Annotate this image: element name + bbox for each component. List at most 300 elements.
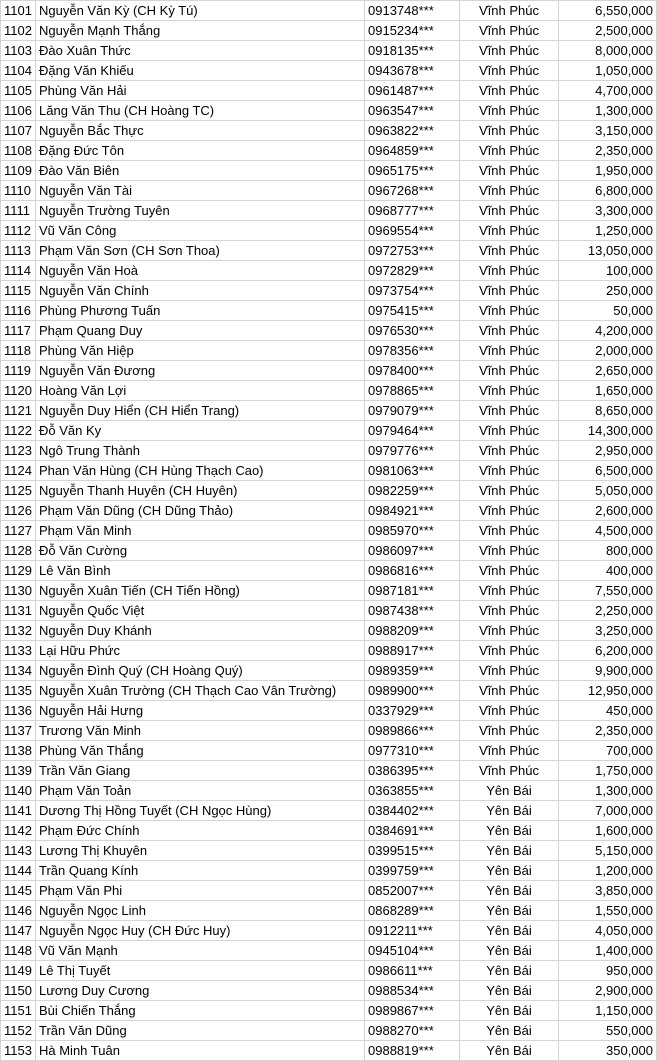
amount-cell[interactable]: 14,300,000 — [559, 421, 657, 441]
table-row — [1, 1041, 657, 1061]
customer-name-cell[interactable]: Trần Văn Giang — [36, 761, 365, 781]
province-cell[interactable]: Vĩnh Phúc — [460, 241, 559, 261]
province-cell[interactable]: Vĩnh Phúc — [460, 221, 559, 241]
customer-name-cell[interactable]: Trần Quang Kính — [36, 861, 365, 881]
customer-name-cell[interactable]: Phạm Đức Chính — [36, 821, 365, 841]
customer-name-cell[interactable]: Phùng Văn Thắng — [36, 741, 365, 761]
province-cell[interactable]: Vĩnh Phúc — [460, 201, 559, 221]
customer-name-cell[interactable]: Phùng Văn Hiệp — [36, 341, 365, 361]
customer-name-cell[interactable]: Nguyễn Ngọc Linh — [36, 901, 365, 921]
customer-name-cell[interactable]: Lương Duy Cương — [36, 981, 365, 1001]
phone-cell[interactable]: 0964859*** — [365, 141, 460, 161]
amount-cell[interactable]: 5,050,000 — [559, 481, 657, 501]
amount-cell[interactable]: 1,400,000 — [559, 941, 657, 961]
amount-cell[interactable]: 700,000 — [559, 741, 657, 761]
table-row — [1, 781, 657, 801]
amount-cell[interactable]: 5,150,000 — [559, 841, 657, 861]
phone-cell[interactable]: 0912211*** — [365, 921, 460, 941]
phone-cell[interactable]: 0989359*** — [365, 661, 460, 681]
amount-cell[interactable]: 800,000 — [559, 541, 657, 561]
customer-name-cell[interactable]: Đào Xuân Thức — [36, 41, 365, 61]
row-number-cell[interactable]: 1112 — [1, 221, 36, 241]
phone-cell[interactable]: 0985970*** — [365, 521, 460, 541]
province-cell[interactable]: Yên Bái — [460, 1001, 559, 1021]
row-number-cell[interactable]: 1127 — [1, 521, 36, 541]
phone-cell[interactable]: 0868289*** — [365, 901, 460, 921]
table-row — [1, 941, 657, 961]
phone-cell[interactable]: 0363855*** — [365, 781, 460, 801]
phone-cell[interactable]: 0986816*** — [365, 561, 460, 581]
phone-cell[interactable]: 0988917*** — [365, 641, 460, 661]
table-row — [1, 661, 657, 681]
province-cell[interactable]: Vĩnh Phúc — [460, 541, 559, 561]
province-cell[interactable]: Yên Bái — [460, 861, 559, 881]
amount-cell[interactable]: 3,850,000 — [559, 881, 657, 901]
amount-cell[interactable]: 6,500,000 — [559, 461, 657, 481]
phone-cell[interactable]: 0984921*** — [365, 501, 460, 521]
customer-name-cell[interactable]: Phạm Văn Minh — [36, 521, 365, 541]
province-cell[interactable]: Vĩnh Phúc — [460, 721, 559, 741]
province-cell[interactable]: Vĩnh Phúc — [460, 61, 559, 81]
province-cell[interactable]: Vĩnh Phúc — [460, 141, 559, 161]
amount-cell[interactable]: 250,000 — [559, 281, 657, 301]
customer-name-cell[interactable]: Lê Thị Tuyết — [36, 961, 365, 981]
customer-name-cell[interactable]: Nguyễn Xuân Tiến (CH Tiến Hồng) — [36, 581, 365, 601]
province-cell[interactable]: Vĩnh Phúc — [460, 281, 559, 301]
table-row — [1, 241, 657, 261]
customer-name-cell[interactable]: Phạm Văn Phi — [36, 881, 365, 901]
province-cell[interactable]: Vĩnh Phúc — [460, 441, 559, 461]
row-number-cell[interactable]: 1140 — [1, 781, 36, 801]
row-number-cell[interactable]: 1115 — [1, 281, 36, 301]
table-row — [1, 381, 657, 401]
customer-name-cell[interactable]: Đỗ Văn Ky — [36, 421, 365, 441]
amount-cell[interactable]: 3,300,000 — [559, 201, 657, 221]
customer-name-cell[interactable]: Phan Văn Hùng (CH Hùng Thạch Cao) — [36, 461, 365, 481]
row-number-cell[interactable]: 1111 — [1, 201, 36, 221]
customer-name-cell[interactable]: Phạm Quang Duy — [36, 321, 365, 341]
amount-cell[interactable]: 450,000 — [559, 701, 657, 721]
customer-name-cell[interactable]: Lương Thị Khuyên — [36, 841, 365, 861]
amount-cell[interactable]: 4,050,000 — [559, 921, 657, 941]
province-cell[interactable]: Yên Bái — [460, 941, 559, 961]
row-number-cell[interactable]: 1110 — [1, 181, 36, 201]
amount-cell[interactable]: 6,800,000 — [559, 181, 657, 201]
phone-cell[interactable]: 0978356*** — [365, 341, 460, 361]
table-body — [1, 1, 657, 1061]
table-row — [1, 161, 657, 181]
customer-name-cell[interactable]: Nguyễn Văn Đương — [36, 361, 365, 381]
province-cell[interactable]: Vĩnh Phúc — [460, 81, 559, 101]
province-cell[interactable]: Vĩnh Phúc — [460, 641, 559, 661]
row-number-cell[interactable]: 1147 — [1, 921, 36, 941]
phone-cell[interactable]: 0972753*** — [365, 241, 460, 261]
amount-cell[interactable]: 12,950,000 — [559, 681, 657, 701]
table-row — [1, 881, 657, 901]
province-cell[interactable]: Vĩnh Phúc — [460, 501, 559, 521]
amount-cell[interactable]: 1,550,000 — [559, 901, 657, 921]
row-number-cell[interactable]: 1114 — [1, 261, 36, 281]
customer-name-cell[interactable]: Trần Văn Dũng — [36, 1021, 365, 1041]
customer-name-cell[interactable]: Lăng Văn Thu (CH Hoàng TC) — [36, 101, 365, 121]
amount-cell[interactable]: 350,000 — [559, 1041, 657, 1061]
province-cell[interactable]: Yên Bái — [460, 981, 559, 1001]
phone-cell[interactable]: 0384402*** — [365, 801, 460, 821]
customer-name-cell[interactable]: Đỗ Văn Cường — [36, 541, 365, 561]
phone-cell[interactable]: 0986097*** — [365, 541, 460, 561]
province-cell[interactable]: Vĩnh Phúc — [460, 101, 559, 121]
province-cell[interactable]: Vĩnh Phúc — [460, 181, 559, 201]
province-cell[interactable]: Yên Bái — [460, 961, 559, 981]
amount-cell[interactable]: 13,050,000 — [559, 241, 657, 261]
amount-cell[interactable]: 2,900,000 — [559, 981, 657, 1001]
phone-cell[interactable]: 0988534*** — [365, 981, 460, 1001]
row-number-cell[interactable]: 1122 — [1, 421, 36, 441]
province-cell[interactable]: Vĩnh Phúc — [460, 161, 559, 181]
amount-cell[interactable]: 9,900,000 — [559, 661, 657, 681]
row-number-cell[interactable]: 1141 — [1, 801, 36, 821]
row-number-cell[interactable]: 1105 — [1, 81, 36, 101]
amount-cell[interactable]: 1,250,000 — [559, 221, 657, 241]
amount-cell[interactable]: 3,150,000 — [559, 121, 657, 141]
customer-name-cell[interactable]: Dương Thị Hồng Tuyết (CH Ngọc Hùng) — [36, 801, 365, 821]
phone-cell[interactable]: 0968777*** — [365, 201, 460, 221]
amount-cell[interactable]: 8,650,000 — [559, 401, 657, 421]
amount-cell[interactable]: 7,550,000 — [559, 581, 657, 601]
customer-name-cell[interactable]: Lê Văn Bình — [36, 561, 365, 581]
table-row — [1, 361, 657, 381]
customer-name-cell[interactable]: Nguyễn Văn Kỳ (CH Kỳ Tú) — [36, 1, 365, 21]
phone-cell[interactable]: 0986611*** — [365, 961, 460, 981]
row-number-cell[interactable]: 1104 — [1, 61, 36, 81]
row-number-cell[interactable]: 1138 — [1, 741, 36, 761]
amount-cell[interactable]: 2,250,000 — [559, 601, 657, 621]
phone-cell[interactable]: 0918135*** — [365, 41, 460, 61]
customer-name-cell[interactable]: Nguyễn Đình Quý (CH Hoàng Quý) — [36, 661, 365, 681]
customer-name-cell[interactable]: Bùi Chiến Thắng — [36, 1001, 365, 1021]
row-number-cell[interactable]: 1121 — [1, 401, 36, 421]
amount-cell[interactable]: 1,950,000 — [559, 161, 657, 181]
amount-cell[interactable]: 6,550,000 — [559, 1, 657, 21]
amount-cell[interactable]: 7,000,000 — [559, 801, 657, 821]
province-cell[interactable]: Vĩnh Phúc — [460, 681, 559, 701]
amount-cell[interactable]: 2,350,000 — [559, 141, 657, 161]
row-number-cell[interactable]: 1146 — [1, 901, 36, 921]
amount-cell[interactable]: 1,050,000 — [559, 61, 657, 81]
phone-cell[interactable]: 0975415*** — [365, 301, 460, 321]
phone-cell[interactable]: 0989867*** — [365, 1001, 460, 1021]
amount-cell[interactable]: 2,600,000 — [559, 501, 657, 521]
phone-cell[interactable]: 0988270*** — [365, 1021, 460, 1041]
table-row — [1, 801, 657, 821]
phone-cell[interactable]: 0988209*** — [365, 621, 460, 641]
province-cell[interactable]: Vĩnh Phúc — [460, 121, 559, 141]
province-cell[interactable]: Vĩnh Phúc — [460, 601, 559, 621]
row-number-cell[interactable]: 1133 — [1, 641, 36, 661]
table-row — [1, 761, 657, 781]
province-cell[interactable]: Vĩnh Phúc — [460, 421, 559, 441]
amount-cell[interactable]: 400,000 — [559, 561, 657, 581]
row-number-cell[interactable]: 1150 — [1, 981, 36, 1001]
table-row — [1, 1, 657, 21]
province-cell[interactable]: Vĩnh Phúc — [460, 41, 559, 61]
phone-cell[interactable]: 0988819*** — [365, 1041, 460, 1061]
customer-name-cell[interactable]: Hoàng Văn Lợi — [36, 381, 365, 401]
table-row — [1, 481, 657, 501]
row-number-cell[interactable]: 1124 — [1, 461, 36, 481]
row-number-cell[interactable]: 1132 — [1, 621, 36, 641]
province-cell[interactable]: Vĩnh Phúc — [460, 701, 559, 721]
province-cell[interactable]: Vĩnh Phúc — [460, 481, 559, 501]
phone-cell[interactable]: 0384691*** — [365, 821, 460, 841]
table-row — [1, 521, 657, 541]
customer-name-cell[interactable]: Nguyễn Ngọc Huy (CH Đức Huy) — [36, 921, 365, 941]
phone-cell[interactable]: 0969554*** — [365, 221, 460, 241]
phone-cell[interactable]: 0399759*** — [365, 861, 460, 881]
table-row — [1, 981, 657, 1001]
phone-cell[interactable]: 0943678*** — [365, 61, 460, 81]
table-row — [1, 1021, 657, 1041]
province-cell[interactable]: Vĩnh Phúc — [460, 381, 559, 401]
row-number-cell[interactable]: 1153 — [1, 1041, 36, 1061]
amount-cell[interactable]: 4,200,000 — [559, 321, 657, 341]
row-number-cell[interactable]: 1139 — [1, 761, 36, 781]
phone-cell[interactable]: 0978865*** — [365, 381, 460, 401]
table-row — [1, 461, 657, 481]
row-number-cell[interactable]: 1116 — [1, 301, 36, 321]
province-cell[interactable]: Vĩnh Phúc — [460, 261, 559, 281]
province-cell[interactable]: Yên Bái — [460, 801, 559, 821]
row-number-cell[interactable]: 1102 — [1, 21, 36, 41]
province-cell[interactable]: Vĩnh Phúc — [460, 341, 559, 361]
amount-cell[interactable]: 1,600,000 — [559, 821, 657, 841]
province-cell[interactable]: Vĩnh Phúc — [460, 561, 559, 581]
province-cell[interactable]: Vĩnh Phúc — [460, 461, 559, 481]
phone-cell[interactable]: 0965175*** — [365, 161, 460, 181]
row-number-cell[interactable]: 1120 — [1, 381, 36, 401]
phone-cell[interactable]: 0915234*** — [365, 21, 460, 41]
row-number-cell[interactable]: 1130 — [1, 581, 36, 601]
customer-name-cell[interactable]: Đào Văn Biên — [36, 161, 365, 181]
customer-name-cell[interactable]: Nguyễn Duy Khánh — [36, 621, 365, 641]
row-number-cell[interactable]: 1148 — [1, 941, 36, 961]
province-cell[interactable]: Yên Bái — [460, 901, 559, 921]
amount-cell[interactable]: 50,000 — [559, 301, 657, 321]
province-cell[interactable]: Vĩnh Phúc — [460, 321, 559, 341]
phone-cell[interactable]: 0963822*** — [365, 121, 460, 141]
phone-cell[interactable]: 0982259*** — [365, 481, 460, 501]
phone-cell[interactable]: 0989866*** — [365, 721, 460, 741]
row-number-cell[interactable]: 1143 — [1, 841, 36, 861]
amount-cell[interactable]: 1,300,000 — [559, 101, 657, 121]
customer-name-cell[interactable]: Phạm Văn Dũng (CH Dũng Thảo) — [36, 501, 365, 521]
customer-name-cell[interactable]: Phùng Văn Hải — [36, 81, 365, 101]
row-number-cell[interactable]: 1101 — [1, 1, 36, 21]
province-cell[interactable]: Vĩnh Phúc — [460, 361, 559, 381]
phone-cell[interactable]: 0399515*** — [365, 841, 460, 861]
province-cell[interactable]: Yên Bái — [460, 1021, 559, 1041]
phone-cell[interactable]: 0987438*** — [365, 601, 460, 621]
phone-cell[interactable]: 0989900*** — [365, 681, 460, 701]
amount-cell[interactable]: 6,200,000 — [559, 641, 657, 661]
customer-name-cell[interactable]: Phùng Phương Tuấn — [36, 301, 365, 321]
customer-name-cell[interactable]: Nguyễn Mạnh Thắng — [36, 21, 365, 41]
phone-cell[interactable]: 0945104*** — [365, 941, 460, 961]
table-row — [1, 41, 657, 61]
row-number-cell[interactable]: 1109 — [1, 161, 36, 181]
province-cell[interactable]: Yên Bái — [460, 881, 559, 901]
phone-cell[interactable]: 0386395*** — [365, 761, 460, 781]
row-number-cell[interactable]: 1126 — [1, 501, 36, 521]
table-row — [1, 121, 657, 141]
row-number-cell[interactable]: 1119 — [1, 361, 36, 381]
phone-cell[interactable]: 0979464*** — [365, 421, 460, 441]
phone-cell[interactable]: 0979079*** — [365, 401, 460, 421]
phone-cell[interactable]: 0337929*** — [365, 701, 460, 721]
customer-name-cell[interactable]: Phạm Văn Toản — [36, 781, 365, 801]
phone-cell[interactable]: 0981063*** — [365, 461, 460, 481]
province-cell[interactable]: Vĩnh Phúc — [460, 521, 559, 541]
row-number-cell[interactable]: 1152 — [1, 1021, 36, 1041]
amount-cell[interactable]: 8,000,000 — [559, 41, 657, 61]
row-number-cell[interactable]: 1129 — [1, 561, 36, 581]
table-row — [1, 441, 657, 461]
row-number-cell[interactable]: 1142 — [1, 821, 36, 841]
row-number-cell[interactable]: 1103 — [1, 41, 36, 61]
phone-cell[interactable]: 0972829*** — [365, 261, 460, 281]
customer-name-cell[interactable]: Nguyễn Bắc Thực — [36, 121, 365, 141]
customer-name-cell[interactable]: Nguyễn Trường Tuyên — [36, 201, 365, 221]
table-row — [1, 741, 657, 761]
amount-cell[interactable]: 2,000,000 — [559, 341, 657, 361]
table-row — [1, 841, 657, 861]
amount-cell[interactable]: 1,750,000 — [559, 761, 657, 781]
amount-cell[interactable]: 2,500,000 — [559, 21, 657, 41]
province-cell[interactable]: Vĩnh Phúc — [460, 761, 559, 781]
customer-name-cell[interactable]: Nguyễn Văn Hoà — [36, 261, 365, 281]
amount-cell[interactable]: 1,650,000 — [559, 381, 657, 401]
customer-name-cell[interactable]: Nguyễn Thanh Huyên (CH Huyên) — [36, 481, 365, 501]
phone-cell[interactable]: 0913748*** — [365, 1, 460, 21]
row-number-cell[interactable]: 1107 — [1, 121, 36, 141]
row-number-cell[interactable]: 1144 — [1, 861, 36, 881]
customer-name-cell[interactable]: Vũ Văn Mạnh — [36, 941, 365, 961]
row-number-cell[interactable]: 1128 — [1, 541, 36, 561]
province-cell[interactable]: Yên Bái — [460, 841, 559, 861]
row-number-cell[interactable]: 1145 — [1, 881, 36, 901]
row-number-cell[interactable]: 1136 — [1, 701, 36, 721]
row-number-cell[interactable]: 1117 — [1, 321, 36, 341]
row-number-cell[interactable]: 1118 — [1, 341, 36, 361]
row-number-cell[interactable]: 1108 — [1, 141, 36, 161]
row-number-cell[interactable]: 1149 — [1, 961, 36, 981]
table-row — [1, 61, 657, 81]
customer-name-cell[interactable]: Trương Văn Minh — [36, 721, 365, 741]
phone-cell[interactable]: 0961487*** — [365, 81, 460, 101]
row-number-cell[interactable]: 1123 — [1, 441, 36, 461]
amount-cell[interactable]: 4,700,000 — [559, 81, 657, 101]
customer-name-cell[interactable]: Nguyễn Văn Chính — [36, 281, 365, 301]
province-cell[interactable]: Vĩnh Phúc — [460, 401, 559, 421]
amount-cell[interactable]: 100,000 — [559, 261, 657, 281]
phone-cell[interactable]: 0967268*** — [365, 181, 460, 201]
customer-name-cell[interactable]: Nguyễn Xuân Trường (CH Thạch Cao Vân Trường) — [36, 681, 365, 701]
province-cell[interactable]: Vĩnh Phúc — [460, 1, 559, 21]
row-number-cell[interactable]: 1135 — [1, 681, 36, 701]
row-number-cell[interactable]: 1137 — [1, 721, 36, 741]
province-cell[interactable]: Vĩnh Phúc — [460, 741, 559, 761]
customer-name-cell[interactable]: Nguyễn Hải Hưng — [36, 701, 365, 721]
table-row — [1, 221, 657, 241]
province-cell[interactable]: Yên Bái — [460, 921, 559, 941]
customer-name-cell[interactable]: Vũ Văn Công — [36, 221, 365, 241]
province-cell[interactable]: Yên Bái — [460, 781, 559, 801]
row-number-cell[interactable]: 1134 — [1, 661, 36, 681]
customer-name-cell[interactable]: Phạm Văn Sơn (CH Sơn Thoa) — [36, 241, 365, 261]
province-cell[interactable]: Vĩnh Phúc — [460, 661, 559, 681]
customer-name-cell[interactable]: Đặng Đức Tôn — [36, 141, 365, 161]
row-number-cell[interactable]: 1151 — [1, 1001, 36, 1021]
customer-name-cell[interactable]: Ngô Trung Thành — [36, 441, 365, 461]
phone-cell[interactable]: 0977310*** — [365, 741, 460, 761]
customer-name-cell[interactable]: Nguyễn Văn Tài — [36, 181, 365, 201]
customer-name-cell[interactable]: Đặng Văn Khiếu — [36, 61, 365, 81]
amount-cell[interactable]: 1,150,000 — [559, 1001, 657, 1021]
table-row — [1, 281, 657, 301]
phone-cell[interactable]: 0973754*** — [365, 281, 460, 301]
province-cell[interactable]: Vĩnh Phúc — [460, 21, 559, 41]
table-row — [1, 601, 657, 621]
phone-cell[interactable]: 0987181*** — [365, 581, 460, 601]
table-row — [1, 681, 657, 701]
amount-cell[interactable]: 3,250,000 — [559, 621, 657, 641]
row-number-cell[interactable]: 1125 — [1, 481, 36, 501]
phone-cell[interactable]: 0979776*** — [365, 441, 460, 461]
phone-cell[interactable]: 0978400*** — [365, 361, 460, 381]
customer-name-cell[interactable]: Hà Minh Tuân — [36, 1041, 365, 1061]
amount-cell[interactable]: 2,650,000 — [559, 361, 657, 381]
customer-name-cell[interactable]: Nguyễn Quốc Việt — [36, 601, 365, 621]
phone-cell[interactable]: 0963547*** — [365, 101, 460, 121]
province-cell[interactable]: Yên Bái — [460, 821, 559, 841]
province-cell[interactable]: Yên Bái — [460, 1041, 559, 1061]
amount-cell[interactable]: 4,500,000 — [559, 521, 657, 541]
amount-cell[interactable]: 550,000 — [559, 1021, 657, 1041]
customer-name-cell[interactable]: Nguyễn Duy Hiển (CH Hiển Trang) — [36, 401, 365, 421]
amount-cell[interactable]: 950,000 — [559, 961, 657, 981]
table-row — [1, 181, 657, 201]
province-cell[interactable]: Vĩnh Phúc — [460, 621, 559, 641]
amount-cell[interactable]: 1,300,000 — [559, 781, 657, 801]
table-row — [1, 321, 657, 341]
table-row — [1, 961, 657, 981]
row-number-cell[interactable]: 1106 — [1, 101, 36, 121]
amount-cell[interactable]: 2,350,000 — [559, 721, 657, 741]
row-number-cell[interactable]: 1131 — [1, 601, 36, 621]
province-cell[interactable]: Vĩnh Phúc — [460, 301, 559, 321]
phone-cell[interactable]: 0852007*** — [365, 881, 460, 901]
customer-name-cell[interactable]: Lại Hữu Phức — [36, 641, 365, 661]
table-row — [1, 21, 657, 41]
table-row — [1, 561, 657, 581]
phone-cell[interactable]: 0976530*** — [365, 321, 460, 341]
province-cell[interactable]: Vĩnh Phúc — [460, 581, 559, 601]
row-number-cell[interactable]: 1113 — [1, 241, 36, 261]
amount-cell[interactable]: 1,200,000 — [559, 861, 657, 881]
table-row — [1, 81, 657, 101]
table-row — [1, 541, 657, 561]
amount-cell[interactable]: 2,950,000 — [559, 441, 657, 461]
